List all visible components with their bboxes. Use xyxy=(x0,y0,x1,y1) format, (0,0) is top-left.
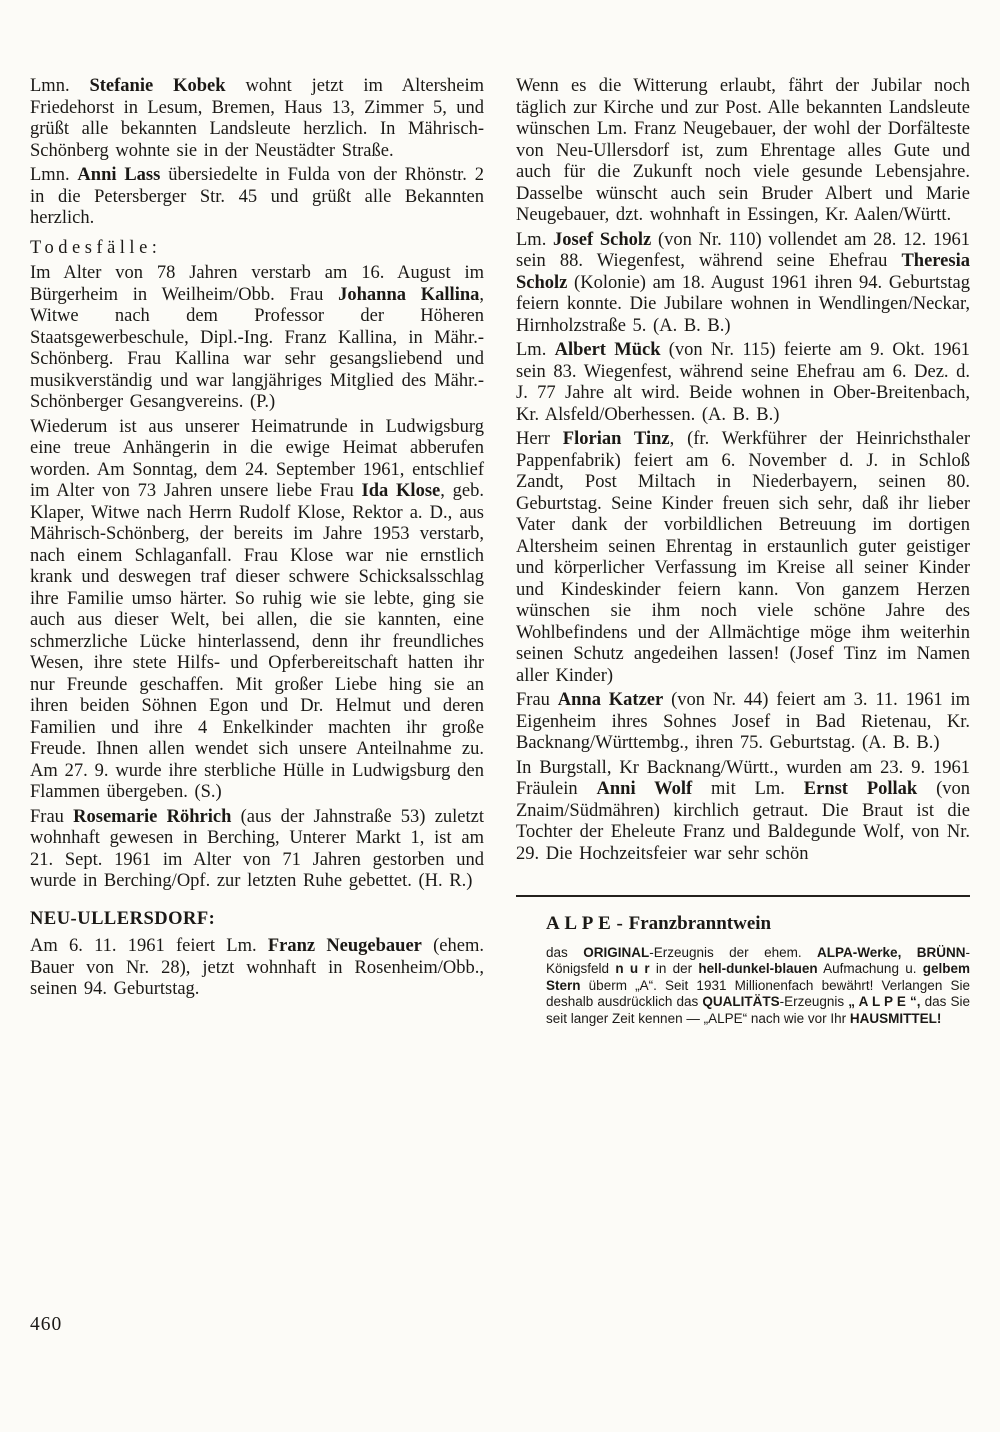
text-run: Frau xyxy=(516,690,558,710)
text-run: in der xyxy=(649,961,699,976)
emphasized-text: Albert Mück xyxy=(554,340,661,360)
text-run: -Erzeugnis xyxy=(779,994,849,1009)
text-run: Am 6. 11. 1961 feiert Lm. xyxy=(30,936,268,956)
emphasized-text: Florian Tinz xyxy=(562,429,670,449)
text-run: Todesfälle: xyxy=(30,237,162,258)
emphasized-text: Josef Scholz xyxy=(553,229,652,250)
ad-title xyxy=(546,913,970,935)
text-run: (Kolonie) am 18. August 1961 ihren 94. Geburtstag feiern konnte. Die Jubilare wohnen in Wendlingen/Neckar, Hirnholzstraße 5. (A. B. B.) xyxy=(516,272,970,336)
text-run: Aufmachung u. xyxy=(817,961,923,976)
text-run: Wenn es die Witterung erlaubt, fährt der Jubilar noch täglich zur Kirche und zur Post. Alle bekannten Landsleute wünschen Lm. Franz Neugebauer, der wohl der Dorfälteste von Neu-Ullersdorf ist, zum Ehrentage alles Gute und auch für die Zukunft noch viele gesunde Lebensjahre. Dasselbe wünscht auch sein Bruder Albert und Marie Neugebauer, dzt. wohnhaft in Essingen, Kr. Aalen/Württ. xyxy=(516,76,970,225)
emphasized-text: HAUSMITTEL! xyxy=(849,1010,942,1026)
text-run: Im Alter von 78 Jahren verstarb am 16. August im Bürgerheim in Weilheim/Obb. Frau xyxy=(30,263,484,305)
paragraph-anni-lass xyxy=(30,165,484,230)
emphasized-text: n u r xyxy=(615,961,650,976)
emphasized-text: Ida Klose xyxy=(361,481,441,501)
emphasized-text: gelbem Stern xyxy=(546,961,970,993)
paragraph-josef-scholz xyxy=(516,230,970,338)
two-column-layout xyxy=(30,76,970,1030)
text-run: , (fr. Werkführer der Heinrichsthaler Pappenfabrik) feiert am 6. November d. J. in Schloß Zandt, Post Miltach in Niederbayern, seinen 80. Geburtstag. Seine Kinder freuen sich sehr, daß ihr lieber Vater dank der vorbildlichen Betreuung im dortigen Altersheim seinen Ehrentag in erstaunlich guter geistiger und körperlicher Verfassung im Kreise all seiner Kinder und Kindeskinder feiern kann. Von ganzem Herzen wünschen sie ihm noch viele schöne Jahre des Wohlbefindens und der Allmächtige möge ihm weiterhin seinen Schutz angedeihen lassen! (Josef Tinz im Namen aller Kinder) xyxy=(516,429,970,686)
paragraph-florian-tinz xyxy=(516,429,970,687)
text-run: Lm. xyxy=(516,340,555,360)
emphasized-text: Johanna Kallina xyxy=(338,284,480,305)
text-run: (aus der Jahnstraße 53) zuletzt wohnhaft gewesen in Berching, Unterer Markt 1, ist am 21. Sept. 1961 im Alter von 71 Jahren gestorben und wurde in Berching/Opf. zur letzten Ruhe gebettet. (H. R.) xyxy=(30,806,484,891)
emphasized-text: Anna Katzer xyxy=(557,690,664,710)
emphasized-text: A L P E - Franzbranntwein xyxy=(546,913,772,934)
emphasized-text: „ A L P E “, xyxy=(848,994,921,1009)
emphasized-text: Rosemarie Röhrich xyxy=(73,806,232,827)
emphasized-text: Franz Neugebauer xyxy=(267,936,422,956)
emphasized-text: Anni Lass xyxy=(77,165,161,185)
emphasized-text: ORIGINAL xyxy=(583,944,650,960)
text-run: -Erzeugnis der ehem. xyxy=(649,944,818,960)
text-run: mit Lm. xyxy=(692,779,804,799)
ad-body xyxy=(546,945,970,1028)
paragraph-anna-katzer xyxy=(516,690,970,755)
text-run: (von Nr. 44) feiert am 3. 11. 1961 im Eigenheim ihres Sohnes Josef in Bad Rietenau, Kr. Backnang/Württembg., ihren 75. Geburtstag. (A. B. B.) xyxy=(516,690,970,753)
ad-divider xyxy=(516,895,970,897)
paragraph-stefanie-kobek xyxy=(30,76,484,162)
page-number: 460 xyxy=(30,1314,63,1335)
obituaries-header xyxy=(30,238,484,260)
emphasized-text: ALPA-Werke, BRÜNN xyxy=(817,944,966,960)
text-run: wohnt jetzt im Altersheim Friedehorst in Lesum, Bremen, Haus 13, Zimmer 5, und grüßt alle bekannten Landsleute herzlich. In Mährisch-Schönberg wohnte sie in der Neustädter Straße. xyxy=(30,76,484,161)
text-run: (von Nr. 110) vollendet am 28. 12. 1961 sein 88. Wiegenfest, während seine Ehefrau xyxy=(516,229,970,271)
right-column xyxy=(516,76,970,1030)
neu-ullersdorf-header xyxy=(30,909,484,931)
text-run: (ehem. Bauer von Nr. 28), jetzt wohnhaft in Rosenheim/Obb., seinen 94. Geburtstag. xyxy=(30,936,484,999)
emphasized-text: Stefanie Kobek xyxy=(89,76,226,96)
text-run: Lmn. xyxy=(30,165,78,185)
text-run: Frau xyxy=(30,806,74,827)
emphasized-text: Ernst Pollak xyxy=(803,779,918,799)
paragraph-franz-neugebauer xyxy=(30,936,484,1001)
emphasized-text: hell-dunkel-blauen xyxy=(698,961,818,976)
text-run: In Burgstall, Kr Backnang/Württ., wurden am 23. 9. 1961 Fräulein xyxy=(516,757,970,799)
emphasized-text: NEU-ULLERSDORF: xyxy=(30,908,216,929)
paragraph-rosemarie-roehrich xyxy=(30,807,484,893)
text-run: , geb. Klaper, Witwe nach Herrn Rudolf Klose, Rektor a. D., aus Mährisch-Schönberg, der bereits im Jahre 1953 verstarb, nach einem Schlaganfall. Frau Klose war nie ernstlich krank und deswegen traf dieser schwere Schicksalsschlag ihre Familie umso härter. So ruhig wie sie lebte, ging sie auch aus dieser Welt, bei allen, die sie kannten, eine schmerzliche Lücke hinterlassend, denn ihr freundliches Wesen, ihre stete Hilfs- und Opferbereitschaft hatten ihr nur Freunde geschaffen. Mit großer Liebe hing sie an ihren beiden Söhnen Egon und Dr. Helmut und deren Familien und ihre 4 Enkelkinder machten ihr große Freude. Ihnen allen wendet sich unsere Anteilnahme zu. Am 27. 9. wurde ihre sterbliche Hülle in Ludwigsburg den Flammen übergeben. (S.) xyxy=(30,481,484,802)
text-run: das xyxy=(546,944,584,960)
emphasized-text: QUALITÄTS xyxy=(702,994,780,1009)
text-run: , Witwe nach dem Professor der Höheren Staatsgewerbeschule, Dipl.-Ing. Franz Kallina, in Mähr.-Schönberg. Frau Kallina war sehr gesangsliebend und musikverständig und war langjähriges Mitglied des Mähr.-Schönberger Gesangvereins. (P.) xyxy=(30,284,484,412)
emphasized-text: Anni Wolf xyxy=(596,779,693,799)
text-run: Wiederum ist aus unserer Heimatrunde in Ludwigsburg eine treue Anhängerin in die ewige Heimat abberufen worden. Am Sonntag, dem 24. September 1961, entschlief im Alter von 73 Jahren unsere liebe Frau xyxy=(30,416,484,501)
emphasized-text: Theresia Scholz xyxy=(516,251,970,293)
paragraph-ida-klose xyxy=(30,417,484,804)
text-run: -Königsfeld xyxy=(546,944,970,976)
text-run: Lmn. xyxy=(30,76,90,96)
text-run: übersiedelte in Fulda von der Rhönstr. 2 in die Petersberger Str. 45 und grüßt alle Bekannten herzlich. xyxy=(30,165,484,228)
paragraph-albert-mueck xyxy=(516,340,970,426)
paragraph-johanna-kallina xyxy=(30,263,484,414)
text-run: Lm. xyxy=(516,229,554,250)
text-run: Herr xyxy=(516,429,563,449)
text-run: überm „A“. Seit 1931 Millionenfach bewährt! Verlangen Sie deshalb ausdrücklich das xyxy=(546,977,970,1009)
paragraph-wolf-pollak-wedding xyxy=(516,758,970,866)
text-run: (von Znaim/Südmähren) kirchlich getraut. Die Braut ist die Tochter der Eheleute Franz und Baldegunde Wolf, von Nr. 29. Die Hochzeitsfeier war sehr schön xyxy=(516,779,970,864)
paragraph-neugebauer-continued xyxy=(516,76,970,227)
text-run: das Sie seit langer Zeit kennen — „ALPE“ nach wie vor Ihr xyxy=(546,994,971,1026)
text-run: (von Nr. 115) feierte am 9. Okt. 1961 sein 83. Wiegenfest, während seine Ehefrau am 6. Dez. d. J. 77 Jahre alt wird. Beide wohnen in Ober-Breitenbach, Kr. Alsfeld/Oberhessen. (A. B. B.) xyxy=(516,340,970,425)
left-column xyxy=(30,76,484,1030)
